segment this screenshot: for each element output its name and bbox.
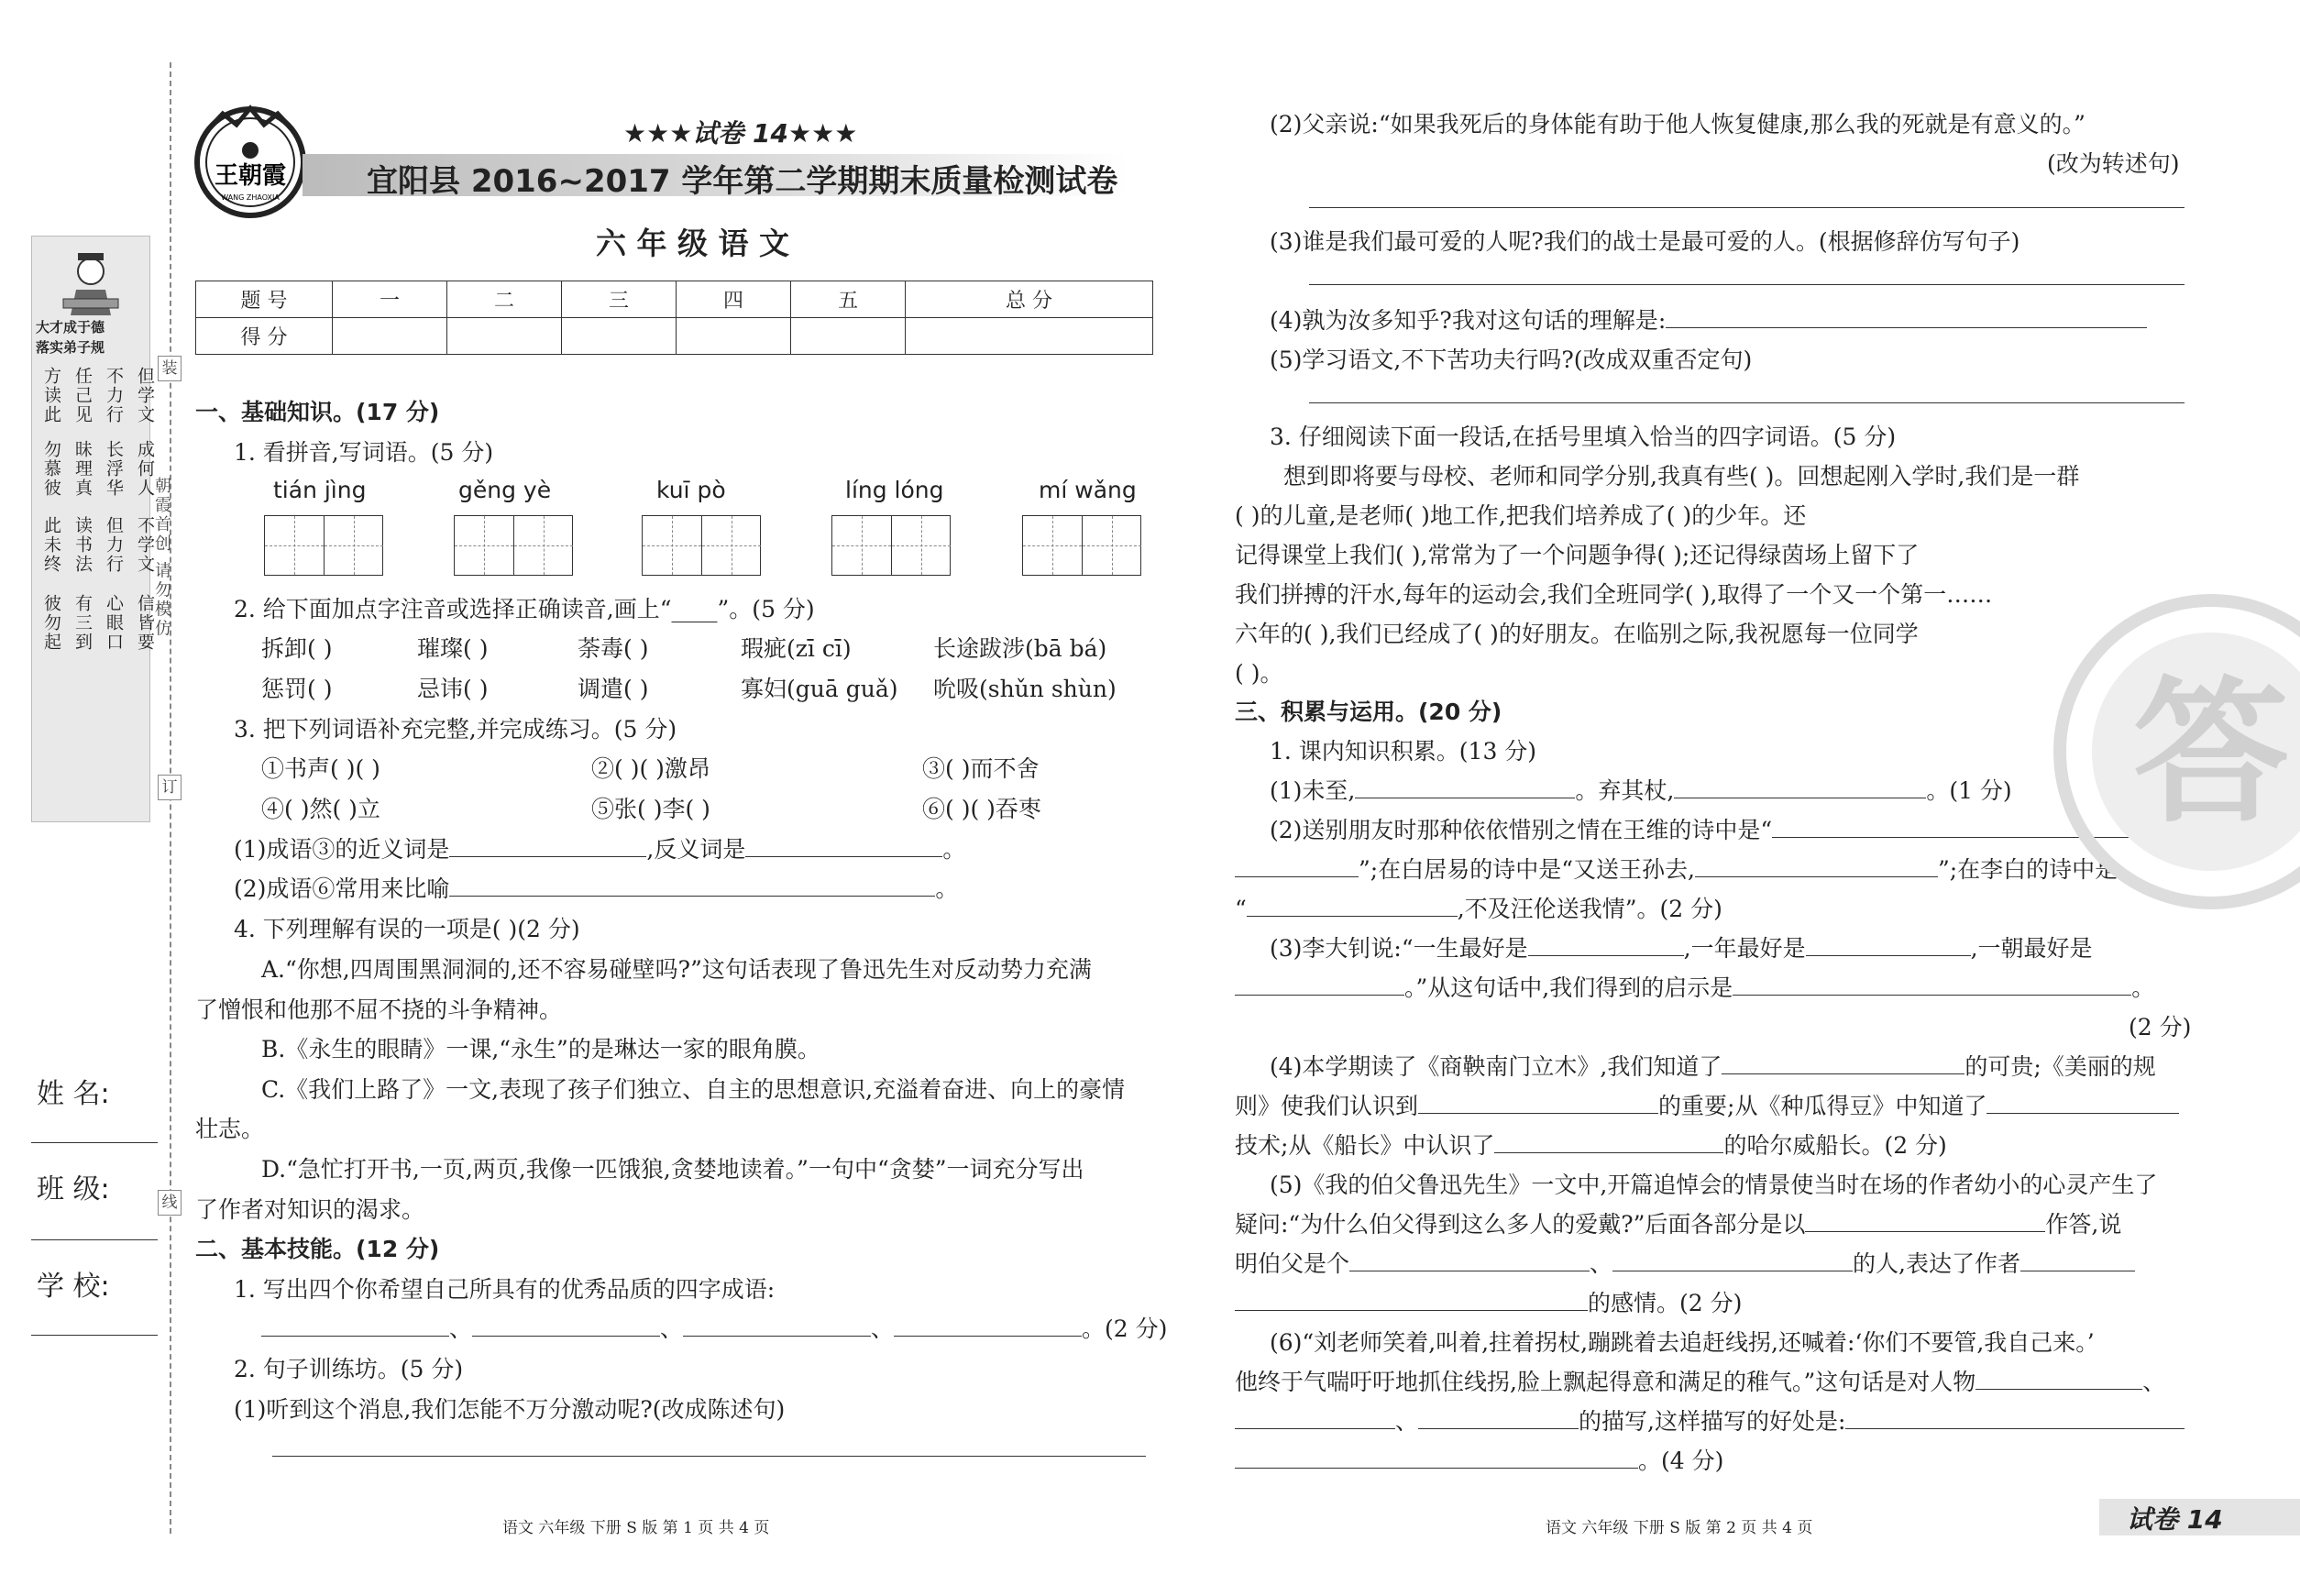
question-2-2: 2. 句子训练坊。(5 分): [234, 1356, 464, 1382]
question-1-3-2: [234, 871, 958, 904]
class-field[interactable]: [31, 1239, 158, 1240]
idiom-item[interactable]: ⑤张( )李( ): [591, 796, 710, 822]
question-2-3: 3. 仔细阅读下面一段话,在括号里填入恰当的四字词语。(5 分): [1270, 424, 1897, 450]
answer-blank[interactable]: [1805, 1211, 2045, 1232]
answer-blank[interactable]: [1695, 856, 1938, 877]
dun-mark: 、: [1395, 1408, 1419, 1435]
option-d[interactable]: D.“急忙打开书,一页,两页,我像一匹饿狼,贪婪地读着。”一句中“贪婪”一词充分写出: [261, 1156, 1084, 1183]
q-text: (4)本学期读了《商鞅南门立木》,我们知道了: [1270, 1053, 1722, 1080]
logo-text: 王朝霞: [214, 162, 287, 190]
score-cell[interactable]: [333, 318, 447, 355]
pinyin: tián jìng: [273, 477, 367, 503]
q-text: 的哈尔威船长。(2 分): [1723, 1132, 1947, 1159]
score-header: 三: [562, 281, 677, 318]
pinyin: kuī pò: [656, 477, 726, 503]
motto-col: 不学文: [135, 516, 155, 574]
answer-blank[interactable]: [1235, 1290, 1588, 1311]
answer-blank[interactable]: [1418, 1408, 1579, 1429]
item-score: (2 分): [2129, 1014, 2192, 1040]
passage-line[interactable]: 我们拼搏的汗水,每年的运动会,我们全班同学( ),取得了一个又一个第一……: [1235, 581, 1993, 608]
pronunciation-item[interactable]: 惩罚( ): [261, 676, 333, 702]
q-text: ,不及汪伦送我情”。(2 分): [1457, 896, 1722, 922]
exam-title: 宜阳县 2016~2017 学年第二学期期末质量检测试卷: [367, 163, 1118, 200]
score-header: 题 号: [196, 281, 333, 318]
pronunciation-item[interactable]: 长途跋涉(bā bá): [933, 635, 1107, 662]
q-text: 。弃其杖,: [1575, 777, 1675, 804]
dun-mark: 、: [660, 1315, 684, 1342]
motto-top-1: 大才成于德: [36, 319, 105, 336]
question-2-2-1: (1)听到这个消息,我们怎能不万分激动呢?(改成陈述句): [234, 1396, 786, 1423]
dun-mark: 、: [1590, 1250, 1613, 1277]
answer-blank[interactable]: [449, 875, 935, 897]
binding-seal-ding: 订: [158, 775, 182, 800]
item-3-1-1: [1270, 773, 2012, 806]
school-field[interactable]: [31, 1335, 158, 1336]
q-text: (2)成语⑥常用来比喻: [234, 875, 450, 902]
q-text: ”;在李白的诗中是: [1937, 856, 2118, 883]
pronunciation-item[interactable]: 瑕疵(zī cī): [741, 635, 852, 662]
section-3-heading: 三、积累与运用。(20 分): [1235, 699, 1502, 725]
answer-line[interactable]: [1309, 284, 2184, 285]
answer-blank[interactable]: [1733, 974, 2131, 996]
item-3-1-2c: [1235, 891, 1722, 924]
option-b[interactable]: B.《永生的眼睛》一课,“永生”的是琳达一家的眼角膜。: [261, 1036, 820, 1062]
answer-blank[interactable]: [2020, 1250, 2135, 1271]
brand-logo: [191, 103, 310, 222]
score-cell[interactable]: [562, 318, 677, 355]
dun-mark: 、: [449, 1315, 473, 1342]
score-header: 四: [677, 281, 791, 318]
q-text: “: [1235, 896, 1247, 922]
score-cell[interactable]: [791, 318, 906, 355]
pinyin: mí wǎng: [1039, 477, 1137, 503]
q-text: 。”从这句话中,我们得到的启示是: [1404, 974, 1733, 1001]
idiom-item[interactable]: ①书声( )( ): [261, 755, 380, 782]
motto-col: 彼勿起: [41, 594, 61, 652]
watermark-seal: [2028, 587, 2300, 917]
answer-blank[interactable]: [894, 1315, 1082, 1337]
answer-blank[interactable]: [1235, 1408, 1395, 1429]
answer-blank[interactable]: [472, 1315, 660, 1337]
idiom-item[interactable]: ②( )( )激昂: [591, 755, 710, 782]
page-footer-right: 语文 六年级 下册 S 版 第 2 页 共 4 页: [1546, 1519, 1813, 1537]
motto-col: 勿慕彼: [41, 440, 61, 498]
writing-grid[interactable]: [831, 515, 951, 576]
answer-blank[interactable]: [1986, 1093, 2179, 1114]
writing-grid[interactable]: [264, 515, 383, 576]
binding-seal-xian: 线: [158, 1190, 182, 1216]
answer-blank[interactable]: [1247, 896, 1458, 917]
idiom-item[interactable]: ⑥( )( )吞枣: [922, 796, 1041, 822]
answer-blank[interactable]: [1612, 1250, 1853, 1271]
option-c-cont: 壮志。: [195, 1116, 265, 1142]
motto-col: 信皆要: [135, 594, 155, 652]
item-3-1-3: [1270, 930, 2093, 963]
name-label: 姓 名:: [37, 1078, 110, 1110]
option-d-cont: 了作者对知识的渴求。: [195, 1196, 425, 1223]
item-3-1-4b: [1235, 1088, 2179, 1121]
answer-blank[interactable]: [1235, 1447, 1638, 1469]
q-text: ,一年最好是: [1683, 935, 1806, 962]
motto-box: [31, 236, 155, 822]
q-text: 。(4 分): [1638, 1447, 1724, 1474]
option-a[interactable]: A.“你想,四周围黑洞洞的,还不容易碰壁吗?”这句话表现了鲁迅先生对反动势力充满: [261, 956, 1092, 983]
motto-col: 昧理真: [72, 440, 93, 498]
q-text: 的重要;从《种瓜得豆》中知道了: [1658, 1093, 1987, 1119]
answer-blank[interactable]: [1666, 307, 2147, 328]
q-text: 技术;从《船长》中认识了: [1235, 1132, 1495, 1159]
answer-blank[interactable]: [1235, 856, 1359, 877]
name-field[interactable]: [31, 1142, 158, 1143]
score-table: [195, 281, 1153, 355]
passage-line[interactable]: 六年的( ),我们已经成了( )的好朋友。在临别之际,我祝愿每一位同学: [1235, 621, 1919, 647]
q-text: ,一朝最好是: [1970, 935, 2093, 962]
q-text: 的可贵;《美丽的规: [1964, 1053, 2156, 1080]
q-text: 他终于气喘吁吁地抓住线拐,脸上飘起得意和满足的稚气。”这句话是对人物: [1235, 1369, 1976, 1395]
logo-subtext: WANG ZHAOXIA: [221, 193, 280, 202]
answer-blank[interactable]: [1235, 974, 1404, 996]
pronunciation-item[interactable]: 寡妇(guā guǎ): [741, 676, 898, 702]
q-text: 。(1 分): [1926, 777, 2012, 804]
answer-blank[interactable]: [449, 836, 646, 857]
question-1-4: 4. 下列理解有误的一项是( )(2 分): [234, 916, 580, 942]
q-text: 的感情。(2 分): [1588, 1290, 1743, 1316]
answer-blank[interactable]: [1975, 1369, 2142, 1390]
motto-top-2: 落实弟子规: [36, 339, 105, 356]
passage-line[interactable]: ( )。: [1235, 660, 1283, 687]
binding-note: 朝霞首创 请勿模仿: [152, 477, 171, 639]
section-2-heading: 二、基本技能。(12 分): [195, 1236, 440, 1262]
score-cell[interactable]: [677, 318, 791, 355]
school-label: 学 校:: [37, 1271, 110, 1303]
answer-blank[interactable]: [1845, 1408, 2184, 1429]
motto-col: 成何人: [135, 440, 155, 498]
writing-grid[interactable]: [1022, 515, 1141, 576]
section-1-heading: 一、基础知识。(17 分): [195, 399, 440, 425]
motto-col: 任己见: [72, 367, 93, 424]
answer-line[interactable]: [1309, 207, 2184, 208]
q-score: 。(2 分): [1082, 1315, 1168, 1342]
answer-line[interactable]: [1309, 402, 2184, 403]
question-2-2-5: (5)学习语文,不下苦功夫行吗?(改成双重否定句): [1270, 347, 1753, 373]
motto-col: 但学文: [135, 367, 155, 424]
q-text: 的描写,这样描写的好处是:: [1579, 1408, 1846, 1435]
item-3-1-2b: [1235, 852, 2118, 885]
q-text: 明伯父是个: [1235, 1250, 1350, 1277]
q-text: 。: [2131, 974, 2155, 1001]
binding-seal-zhuang: 装: [158, 356, 182, 381]
score-cell[interactable]: [447, 318, 562, 355]
q-text: 则》使我们认识到: [1235, 1093, 1419, 1119]
pronunciation-item[interactable]: 荼毒( ): [578, 635, 649, 662]
item-3-1-6b: [1235, 1364, 2165, 1397]
option-c[interactable]: C.《我们上路了》一文,表现了孩子们独立、自主的思想意识,充溢着奋进、向上的豪情: [261, 1076, 1126, 1103]
dun-mark: 、: [871, 1315, 895, 1342]
dun-mark: 、: [2142, 1369, 2166, 1395]
instruction-tag: (改为转述句): [2047, 150, 2180, 177]
score-cell[interactable]: [906, 318, 1153, 355]
answer-blank[interactable]: [1355, 777, 1575, 798]
score-header: 五: [791, 281, 906, 318]
item-3-1-5b: [1235, 1206, 2121, 1239]
q-text: (1)成语③的近义词是: [234, 836, 450, 863]
watermark-text: 答: [2132, 663, 2290, 844]
passage-line[interactable]: ( )的儿童,是老师( )地工作,把我们培养成了( )的少年。还: [1235, 502, 1807, 529]
pinyin: gěng yè: [458, 477, 552, 503]
idiom-blanks: [261, 1311, 1167, 1344]
subject-title: 六 年 级 语 文: [596, 226, 789, 261]
q-text: (2)送别朋友时那种依依惜别之情在王维的诗中是“: [1270, 817, 1773, 843]
item-3-1-3b: [1235, 970, 2154, 1003]
answer-blank[interactable]: [683, 1315, 871, 1337]
q-text: 疑问:“为什么伯父得到这么多人的爱戴?”后面各部分是以: [1235, 1211, 1806, 1238]
score-header: 二: [447, 281, 562, 318]
answer-blank[interactable]: [1494, 1132, 1723, 1153]
motto-col: 读书法: [72, 516, 93, 574]
writing-grid[interactable]: [642, 515, 761, 576]
q-text: (4)孰为汝多知乎?我对这句话的理解是:: [1270, 307, 1667, 334]
q-text: ”;在白居易的诗中是“又送王孙去,: [1359, 856, 1695, 883]
item-3-1-6d: [1235, 1443, 1723, 1476]
passage-line[interactable]: 记得课堂上我们( ),常常为了一个问题争得( );还记得绿茵场上留下了: [1235, 542, 1920, 568]
answer-blank[interactable]: [1528, 935, 1684, 956]
question-3-1: 1. 课内知识积累。(13 分): [1270, 738, 1537, 765]
question-1-1: 1. 看拼音,写词语。(5 分): [234, 439, 494, 466]
question-2-2-2: (2)父亲说:“如果我死后的身体能有助于他人恢复健康,那么我的死就是有意义的。”: [1270, 111, 2085, 138]
pronunciation-item[interactable]: 拆卸( ): [261, 635, 333, 662]
pronunciation-item[interactable]: 璀璨( ): [417, 635, 489, 662]
class-label: 班 级:: [37, 1173, 110, 1205]
answer-blank[interactable]: [1806, 935, 1971, 956]
question-2-2-3: (3)谁是我们最可爱的人呢?我们的战士是最可爱的人。(根据修辞仿写句子): [1270, 228, 2020, 255]
passage-line[interactable]: 想到即将要与母校、老师和同学分别,我真有些( )。回想起刚入学时,我们是一群: [1283, 463, 2080, 490]
q-text: 。: [935, 875, 959, 902]
item-3-1-5: (5)《我的伯父鲁迅先生》一文中,开篇追悼会的情景使当时在场的作者幼小的心灵产生了: [1270, 1172, 2158, 1198]
motto-col: 但力行: [104, 516, 124, 574]
pronunciation-item[interactable]: 吮吸(shǔn shùn): [933, 676, 1117, 702]
paper-number: ★★★试卷 14★★★: [623, 118, 858, 149]
item-3-1-4c: [1235, 1128, 1947, 1161]
answer-blank[interactable]: [261, 1315, 449, 1337]
question-2-2-4: [1270, 303, 2147, 336]
motto-col: 有三到: [72, 594, 93, 652]
motto-col: 此未终: [41, 516, 61, 574]
item-3-1-5d: [1235, 1285, 1742, 1318]
score-header: 一: [333, 281, 447, 318]
score-row-label: 得 分: [196, 318, 333, 355]
motto-col: 不力行: [104, 367, 124, 424]
idiom-item[interactable]: ④( )然( )立: [261, 796, 380, 822]
q-text: (3)李大钊说:“一生最好是: [1270, 935, 1528, 962]
q-text: ,反义词是: [646, 836, 746, 863]
pinyin: líng lóng: [845, 477, 944, 503]
motto-col: 长浮华: [104, 440, 124, 498]
motto-col: 心眼口: [104, 594, 124, 652]
item-3-1-6: (6)“刘老师笑着,叫着,拄着拐杖,蹦跳着去追赶线拐,还喊着:‘你们不要管,我自己来。’: [1270, 1329, 2095, 1356]
pronunciation-item[interactable]: 忌讳( ): [417, 676, 489, 702]
idiom-item[interactable]: ③( )而不舍: [922, 755, 1040, 782]
q-text: 。: [942, 836, 966, 863]
answer-line[interactable]: [272, 1456, 1146, 1457]
answer-blank[interactable]: [1349, 1250, 1590, 1271]
pronunciation-item[interactable]: 调遣( ): [578, 676, 649, 702]
scholar-icon: [54, 244, 127, 317]
q-text: (1)未至,: [1270, 777, 1356, 804]
corner-tag: 试卷 14: [2127, 1504, 2223, 1535]
question-2-1: 1. 写出四个你希望自己所具有的优秀品质的四字成语:: [234, 1276, 776, 1303]
writing-grid[interactable]: [454, 515, 573, 576]
page-footer-left: 语文 六年级 下册 S 版 第 1 页 共 4 页: [502, 1519, 770, 1537]
q-text: 的人,表达了作者: [1853, 1250, 2020, 1277]
score-header: 总 分: [906, 281, 1153, 318]
item-3-1-4: [1270, 1049, 2156, 1082]
question-1-3-1: [234, 831, 965, 864]
answer-blank[interactable]: [745, 836, 942, 857]
question-1-2: 2. 给下面加点字注音或选择正确读音,画上“____”。(5 分): [234, 596, 815, 622]
answer-blank[interactable]: [1674, 777, 1926, 798]
answer-blank[interactable]: [1418, 1093, 1658, 1114]
item-3-1-5c: [1235, 1246, 2135, 1279]
answer-blank[interactable]: [1722, 1053, 1964, 1074]
question-1-3: 3. 把下列词语补充完整,并完成练习。(5 分): [234, 716, 677, 743]
motto-col: 方读此: [41, 367, 61, 424]
option-a-cont: 了憎恨和他那不屈不挠的斗争精神。: [195, 996, 563, 1023]
q-text: 作答,说: [2045, 1211, 2122, 1238]
item-3-1-6c: [1235, 1403, 2184, 1436]
